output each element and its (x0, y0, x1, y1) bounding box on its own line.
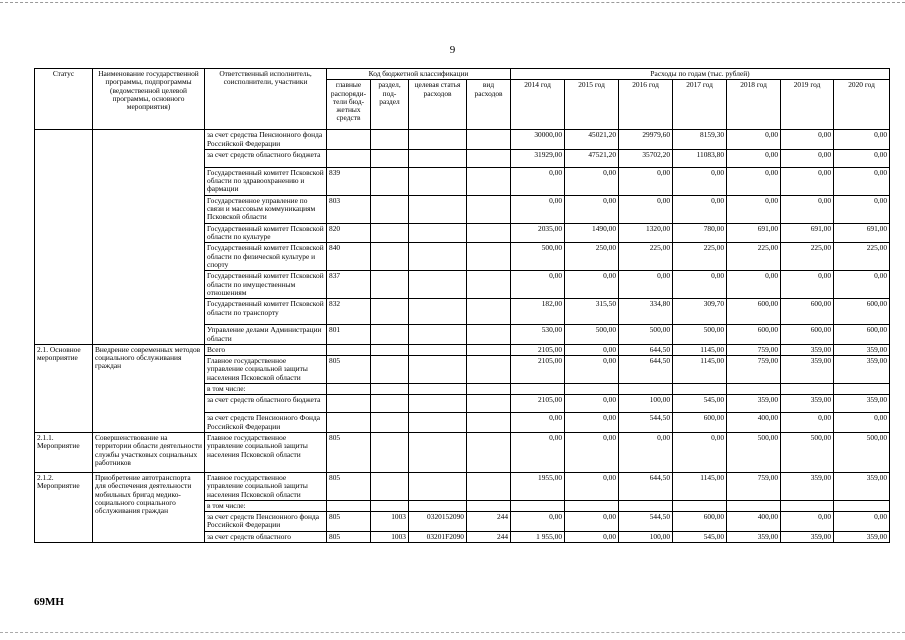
cell-amount: 0,00 (619, 271, 673, 299)
cell-amount: 359,00 (781, 531, 834, 542)
header-section: раздел, под-раздел (371, 80, 409, 130)
cell-amount: 600,00 (673, 413, 727, 433)
cell-amount (727, 500, 781, 511)
cell-amount: 225,00 (673, 243, 727, 271)
header-grbs: главные распоряди-тели бюд-жетных средств (327, 80, 371, 130)
cell-amount: 47521,20 (565, 149, 619, 167)
cell-amount: 600,00 (781, 325, 834, 345)
cell-amount: 1145,00 (673, 356, 727, 384)
cell-amount: 600,00 (727, 299, 781, 325)
header-year: 2017 год (673, 80, 727, 130)
cell-amount: 600,00 (834, 325, 890, 345)
cell-grbs: 820 (327, 223, 371, 243)
cell-amount: 0,00 (619, 195, 673, 223)
cell-amount (781, 384, 834, 395)
scan-edge-top (0, 2, 905, 4)
cell-amount: 0,00 (511, 167, 565, 195)
cell-amount (834, 384, 890, 395)
cell-amount: 225,00 (727, 243, 781, 271)
cell-grbs (327, 413, 371, 433)
header-year: 2015 год (565, 80, 619, 130)
cell-name: Внедрение современных методов социального обслуживания граждан (93, 344, 205, 432)
cell-amount: 544,50 (619, 413, 673, 433)
cell-status: 2.1.2. Мероприятие (35, 472, 93, 542)
cell-grbs: 832 (327, 299, 371, 325)
cell-amount: 334,80 (619, 299, 673, 325)
cell-section: 1003 (371, 531, 409, 542)
cell-amount: 0,00 (619, 167, 673, 195)
cell-executor: Государственное управление по связи и массовым коммуникациям Псковской области (205, 195, 327, 223)
cell-amount (511, 384, 565, 395)
cell-amount: 0,00 (727, 167, 781, 195)
table-row (35, 130, 890, 150)
cell-amount: 0,00 (673, 271, 727, 299)
cell-amount: 359,00 (834, 395, 890, 413)
cell-amount: 0,00 (834, 271, 890, 299)
cell-executor: Главное государственное управление социальной защиты населения Псковской области (205, 432, 327, 472)
cell-amount: 500,00 (834, 432, 890, 472)
cell-target (409, 149, 467, 167)
cell-amount: 500,00 (781, 432, 834, 472)
cell-amount: 309,70 (673, 299, 727, 325)
cell-executor: Управление делами Администрации области (205, 325, 327, 345)
cell-amount: 0,00 (834, 149, 890, 167)
cell-executor: Государственный комитет Псковской области по имущественным отношениям (205, 271, 327, 299)
cell-grbs (327, 395, 371, 413)
cell-target (409, 271, 467, 299)
cell-target (409, 167, 467, 195)
cell-amount: 315,50 (565, 299, 619, 325)
cell-grbs: 805 (327, 512, 371, 532)
cell-amount: 0,00 (781, 149, 834, 167)
cell-amount (834, 500, 890, 511)
cell-amount: 759,00 (727, 472, 781, 500)
cell-target (409, 384, 467, 395)
cell-grbs: 837 (327, 271, 371, 299)
cell-amount (619, 500, 673, 511)
cell-amount: 0,00 (511, 195, 565, 223)
cell-amount: 691,00 (781, 223, 834, 243)
table-row (35, 344, 890, 355)
cell-amount: 0,00 (565, 167, 619, 195)
cell-type (467, 384, 511, 395)
cell-amount: 0,00 (781, 271, 834, 299)
cell-target (409, 195, 467, 223)
cell-amount: 0,00 (781, 512, 834, 532)
cell-amount: 400,00 (727, 512, 781, 532)
cell-amount: 100,00 (619, 395, 673, 413)
cell-amount: 600,00 (673, 512, 727, 532)
cell-amount: 1145,00 (673, 344, 727, 355)
cell-executor: за счет средств областного бюджета (205, 395, 327, 413)
cell-amount (673, 384, 727, 395)
cell-amount: 500,00 (673, 325, 727, 345)
header-year: 2019 год (781, 80, 834, 130)
cell-amount: 0,00 (565, 432, 619, 472)
cell-executor: Всего (205, 344, 327, 355)
cell-type (467, 299, 511, 325)
cell-amount: 0,00 (565, 344, 619, 355)
cell-amount: 500,00 (619, 325, 673, 345)
cell-amount: 600,00 (727, 325, 781, 345)
cell-target: 0320152090 (409, 512, 467, 532)
cell-amount: 182,00 (511, 299, 565, 325)
cell-amount: 0,00 (834, 413, 890, 433)
cell-amount: 544,50 (619, 512, 673, 532)
cell-amount: 0,00 (565, 271, 619, 299)
cell-section (371, 223, 409, 243)
cell-amount: 1320,00 (619, 223, 673, 243)
cell-executor: Государственный комитет Псковской области по культуре (205, 223, 327, 243)
cell-target (409, 356, 467, 384)
cell-target (409, 223, 467, 243)
cell-executor: Государственный комитет Псковской области по физической культуре и спорту (205, 243, 327, 271)
cell-amount: 225,00 (834, 243, 890, 271)
cell-name (93, 130, 205, 345)
cell-amount: 545,00 (673, 395, 727, 413)
cell-section (371, 195, 409, 223)
cell-amount: 45021,20 (565, 130, 619, 150)
cell-amount: 359,00 (781, 395, 834, 413)
cell-amount: 644,50 (619, 472, 673, 500)
cell-section (371, 271, 409, 299)
cell-section (371, 500, 409, 511)
cell-target (409, 413, 467, 433)
cell-amount: 2035,00 (511, 223, 565, 243)
cell-amount: 1955,00 (511, 472, 565, 500)
cell-amount (781, 500, 834, 511)
cell-amount: 0,00 (727, 149, 781, 167)
header-type: вид расходов (467, 80, 511, 130)
cell-type: 244 (467, 531, 511, 542)
header-expenses: Расходы по годам (тыс. рублей) (511, 69, 890, 80)
cell-section (371, 243, 409, 271)
cell-grbs: 805 (327, 432, 371, 472)
cell-amount: 359,00 (834, 472, 890, 500)
cell-amount: 0,00 (834, 130, 890, 150)
cell-grbs: 805 (327, 356, 371, 384)
cell-amount: 0,00 (727, 195, 781, 223)
cell-grbs: 805 (327, 472, 371, 500)
cell-target (409, 395, 467, 413)
header-year: 2016 год (619, 80, 673, 130)
cell-type (467, 223, 511, 243)
cell-amount: 0,00 (565, 395, 619, 413)
cell-executor: за счет средств областного бюджета (205, 149, 327, 167)
cell-name: Приобретение автотранспорта для обеспечения деятельности мобильных бригад медико-социального социального обслуживания граждан (93, 472, 205, 542)
cell-amount: 500,00 (565, 325, 619, 345)
cell-section (371, 432, 409, 472)
cell-amount: 0,00 (781, 413, 834, 433)
cell-amount: 0,00 (511, 271, 565, 299)
cell-amount: 0,00 (781, 167, 834, 195)
cell-amount: 500,00 (511, 243, 565, 271)
cell-target (409, 472, 467, 500)
cell-type (467, 472, 511, 500)
cell-amount (727, 384, 781, 395)
cell-amount: 644,50 (619, 344, 673, 355)
cell-section (371, 395, 409, 413)
header-executor: Ответственный исполнитель, соисполнители, участники (205, 69, 327, 130)
cell-amount: 0,00 (673, 167, 727, 195)
cell-amount: 0,00 (511, 512, 565, 532)
cell-type (467, 167, 511, 195)
cell-section (371, 384, 409, 395)
cell-amount: 691,00 (834, 223, 890, 243)
cell-amount (619, 384, 673, 395)
cell-amount: 250,00 (565, 243, 619, 271)
cell-status (35, 130, 93, 345)
header-year: 2020 год (834, 80, 890, 130)
cell-grbs (327, 344, 371, 355)
cell-type (467, 356, 511, 384)
cell-amount: 359,00 (834, 531, 890, 542)
cell-amount: 0,00 (511, 413, 565, 433)
budget-table (34, 68, 890, 543)
cell-target: 03201F2090 (409, 531, 467, 542)
cell-amount (565, 500, 619, 511)
header-name: Наименование государственной программы, подпрограммы (ведомственной целевой программы, основного мероприятия) (93, 69, 205, 130)
cell-amount: 0,00 (834, 512, 890, 532)
header-status: Статус (35, 69, 93, 130)
cell-amount: 0,00 (727, 271, 781, 299)
cell-type (467, 413, 511, 433)
cell-executor: за счет средства Пенсионного фонда Российской Федерации (205, 130, 327, 150)
cell-grbs: 801 (327, 325, 371, 345)
cell-amount: 0,00 (834, 195, 890, 223)
cell-type (467, 395, 511, 413)
cell-status: 2.1. Основное мероприятие (35, 344, 93, 432)
cell-amount: 11083,80 (673, 149, 727, 167)
cell-section (371, 325, 409, 345)
cell-amount: 0,00 (781, 130, 834, 150)
cell-amount: 0,00 (565, 472, 619, 500)
cell-section (371, 149, 409, 167)
cell-executor: за счет средств Пенсионного фонда Российской Федерации (205, 512, 327, 532)
cell-grbs: 805 (327, 531, 371, 542)
cell-grbs (327, 130, 371, 150)
cell-amount: 0,00 (834, 167, 890, 195)
cell-amount: 359,00 (781, 356, 834, 384)
cell-amount: 0,00 (619, 432, 673, 472)
cell-amount: 400,00 (727, 413, 781, 433)
cell-grbs (327, 500, 371, 511)
cell-amount: 359,00 (781, 472, 834, 500)
cell-section (371, 299, 409, 325)
cell-amount: 0,00 (565, 512, 619, 532)
cell-target (409, 500, 467, 511)
cell-type (467, 432, 511, 472)
cell-amount: 0,00 (511, 432, 565, 472)
cell-type (467, 243, 511, 271)
cell-type (467, 500, 511, 511)
header-year: 2018 год (727, 80, 781, 130)
cell-section (371, 356, 409, 384)
cell-executor: в том числе: (205, 384, 327, 395)
cell-executor: Государственный комитет Псковской области по здравоохранению и фармации (205, 167, 327, 195)
cell-amount: 0,00 (727, 130, 781, 150)
footer-code: 69MH (34, 596, 64, 608)
cell-amount: 600,00 (834, 299, 890, 325)
cell-status: 2.1.1. Мероприятие (35, 432, 93, 472)
cell-target (409, 432, 467, 472)
cell-amount: 0,00 (565, 356, 619, 384)
page-number: 9 (449, 44, 456, 56)
cell-amount: 30000,00 (511, 130, 565, 150)
cell-section (371, 344, 409, 355)
cell-amount: 8159,30 (673, 130, 727, 150)
cell-amount: 29979,60 (619, 130, 673, 150)
cell-amount: 2105,00 (511, 344, 565, 355)
cell-grbs: 840 (327, 243, 371, 271)
cell-grbs: 803 (327, 195, 371, 223)
cell-target (409, 130, 467, 150)
cell-amount: 0,00 (673, 195, 727, 223)
cell-amount (565, 384, 619, 395)
cell-target (409, 299, 467, 325)
header-budget-code: Код бюджетной классификации (327, 69, 511, 80)
cell-amount: 31929,00 (511, 149, 565, 167)
scan-edge-bottom (0, 632, 905, 634)
cell-grbs (327, 149, 371, 167)
cell-executor: за счет средств областного (205, 531, 327, 542)
cell-amount: 644,50 (619, 356, 673, 384)
cell-amount: 1145,00 (673, 472, 727, 500)
cell-grbs: 839 (327, 167, 371, 195)
cell-amount: 780,00 (673, 223, 727, 243)
cell-grbs (327, 384, 371, 395)
cell-amount: 359,00 (834, 344, 890, 355)
table-row (35, 432, 890, 472)
cell-amount: 2105,00 (511, 356, 565, 384)
cell-executor: Главное государственное управление социальной защиты населения Псковской области (205, 472, 327, 500)
cell-amount: 759,00 (727, 356, 781, 384)
cell-type (467, 195, 511, 223)
cell-section (371, 130, 409, 150)
cell-amount: 225,00 (619, 243, 673, 271)
cell-section: 1003 (371, 512, 409, 532)
cell-amount: 100,00 (619, 531, 673, 542)
cell-amount: 35702,20 (619, 149, 673, 167)
cell-amount: 545,00 (673, 531, 727, 542)
cell-amount: 359,00 (781, 344, 834, 355)
cell-type (467, 149, 511, 167)
cell-target (409, 344, 467, 355)
cell-amount: 225,00 (781, 243, 834, 271)
cell-amount: 0,00 (565, 195, 619, 223)
cell-amount: 1 955,00 (511, 531, 565, 542)
cell-amount: 600,00 (781, 299, 834, 325)
table-row (35, 472, 890, 500)
cell-type: 244 (467, 512, 511, 532)
cell-type (467, 325, 511, 345)
cell-executor: в том числе: (205, 500, 327, 511)
cell-section (371, 167, 409, 195)
header-year: 2014 год (511, 80, 565, 130)
cell-amount: 691,00 (727, 223, 781, 243)
cell-type (467, 130, 511, 150)
cell-amount: 530,00 (511, 325, 565, 345)
cell-executor: за счет средств Пенсионного Фонда Российской Федерации (205, 413, 327, 433)
cell-target (409, 243, 467, 271)
cell-amount: 1490,00 (565, 223, 619, 243)
cell-amount: 0,00 (673, 432, 727, 472)
cell-amount: 359,00 (834, 356, 890, 384)
cell-amount: 359,00 (727, 395, 781, 413)
cell-amount: 759,00 (727, 344, 781, 355)
cell-amount: 359,00 (727, 531, 781, 542)
cell-section (371, 413, 409, 433)
cell-amount: 500,00 (727, 432, 781, 472)
cell-amount: 0,00 (565, 531, 619, 542)
cell-section (371, 472, 409, 500)
cell-type (467, 344, 511, 355)
cell-target (409, 325, 467, 345)
cell-amount: 2105,00 (511, 395, 565, 413)
cell-amount (511, 500, 565, 511)
header-target: целевая статья расходов (409, 80, 467, 130)
cell-amount (673, 500, 727, 511)
cell-amount: 0,00 (565, 413, 619, 433)
cell-executor: Главное государственное управление социальной защиты населения Псковской области (205, 356, 327, 384)
cell-amount: 0,00 (781, 195, 834, 223)
cell-type (467, 271, 511, 299)
cell-name: Совершенствование на территории области деятельности службы участковых социальных работников (93, 432, 205, 472)
cell-executor: Государственный комитет Псковской области по транспорту (205, 299, 327, 325)
